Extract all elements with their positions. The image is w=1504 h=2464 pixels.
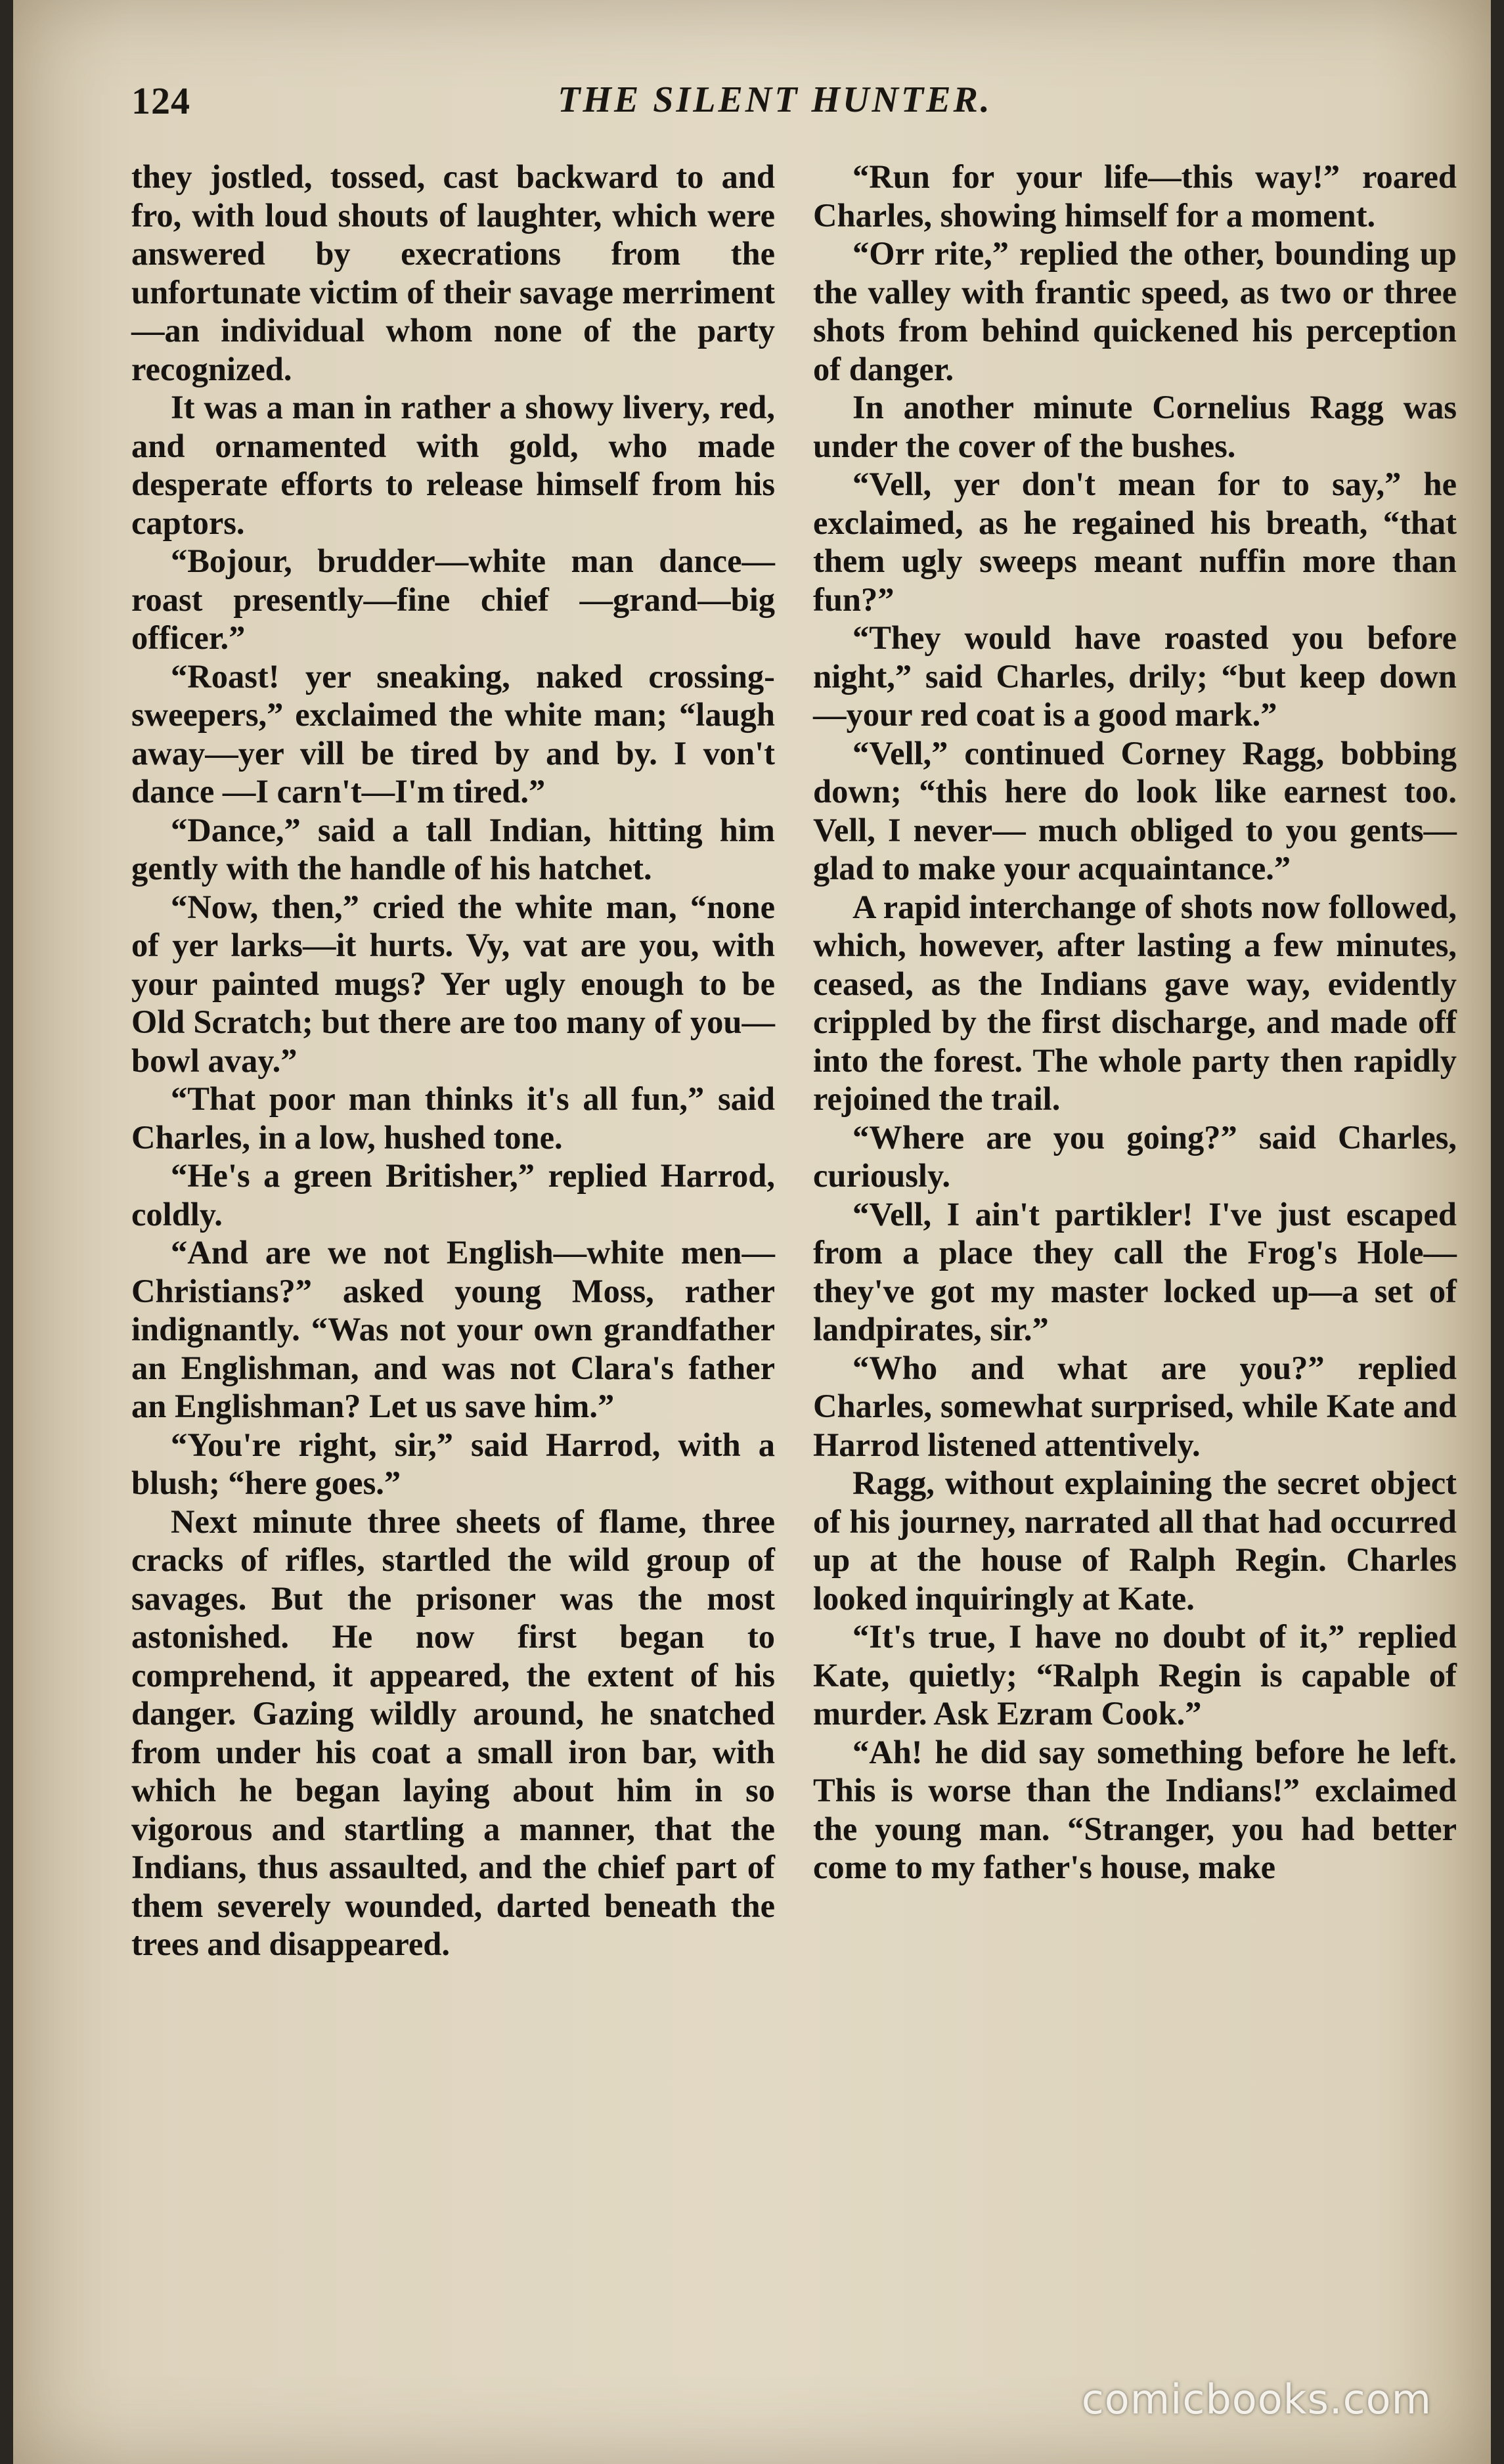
paragraph: “You're right, sir,” said Harrod, with a blush; “here goes.” <box>131 1426 775 1501</box>
paragraph: “Run for your life—this way!” roared Charles, showing himself for a moment. <box>813 158 1457 234</box>
page-number: 124 <box>131 79 190 122</box>
paragraph: they jostled, tossed, cast backward to and fro, with loud shouts of laughter, which were answered by execrations from the unfortunate victim of their savage merriment—an individual whom none of the party recognized. <box>131 158 775 387</box>
page-header <box>131 79 1419 144</box>
paragraph: “Dance,” said a tall Indian, hitting him gently with the handle of his hatchet. <box>131 811 775 887</box>
paragraph: “Who and what are you?” replied Charles, somewhat surprised, while Kate and Harrod listened attentively. <box>813 1349 1457 1463</box>
paragraph: A rapid interchange of shots now followed, which, however, after lasting a few minutes, ceased, as the Indians gave way, evidently crippled by the first discharge, and made off into the forest. The whole party then rapidly rejoined the trail. <box>813 888 1457 1117</box>
paragraph: “Now, then,” cried the white man, “none of yer larks—it hurts. Vy, vat are you, with your painted mugs? Yer ugly enough to be Old Scratch; but there are too many of you—bowl avay.” <box>131 888 775 1079</box>
paragraph: “Ah! he did say something before he left. This is worse than the Indians!” exclaimed the young man. “Stranger, you had better come to my father's house, make <box>813 1733 1457 1885</box>
paragraph: “Where are you going?” said Charles, curiously. <box>813 1118 1457 1194</box>
running-title: THE SILENT HUNTER. <box>558 79 992 120</box>
paragraph: “Bojour, brudder—white man dance—roast presently—fine chief —grand—big officer.” <box>131 542 775 656</box>
left-column <box>131 158 775 2364</box>
paragraph: “They would have roasted you before night,” said Charles, drily; “but keep down—your red coat is a good mark.” <box>813 619 1457 733</box>
paragraph: Ragg, without explaining the secret object of his journey, narrated all that had occurred up at the house of Ralph Regin. Charles looked inquiringly at Kate. <box>813 1464 1457 1617</box>
paragraph: “And are we not English—white men—Christians?” asked young Moss, rather indignantly. “Was not your own grandfather an Englishman, and was not Clara's father an Englishman? Let us save him.” <box>131 1234 775 1424</box>
site-watermark: comicbooks.com <box>1081 2375 1432 2423</box>
book-page <box>13 0 1491 2464</box>
paragraph: “Roast! yer sneaking, naked crossing-sweepers,” exclaimed the white man; “laugh away—yer vill be tired by and by. I von't dance —I carn't—I'm tired.” <box>131 657 775 810</box>
paragraph: “Orr rite,” replied the other, bounding up the valley with frantic speed, as two or three shots from behind quickened his perception of danger. <box>813 235 1457 387</box>
paragraph: “Vell,” continued Corney Ragg, bobbing down; “this here do look like earnest too. Vell, I never— much obliged to you gents—glad to make your acquaintance.” <box>813 734 1457 887</box>
paragraph: Next minute three sheets of flame, three cracks of rifles, startled the wild group of savages. But the prisoner was the most astonished. He now first began to comprehend, it appeared, the extent of his danger. Gazing wildly around, he snatched from under his coat a small iron bar, with which he began laying about him in so vigorous and startling a manner, that the Indians, thus assaulted, and the chief part of them severely wounded, darted beneath the trees and disappeared. <box>131 1503 775 1962</box>
paragraph: In another minute Cornelius Ragg was under the cover of the bushes. <box>813 389 1457 464</box>
paragraph: It was a man in rather a showy livery, red, and ornamented with gold, who made desperate efforts to release himself from his captors. <box>131 389 775 541</box>
paragraph: “It's true, I have no doubt of it,” replied Kate, quietly; “Ralph Regin is capable of murder. Ask Ezram Cook.” <box>813 1618 1457 1732</box>
right-column <box>813 158 1457 2364</box>
paragraph: “He's a green Britisher,” replied Harrod, coldly. <box>131 1157 775 1233</box>
paragraph: “Vell, yer don't mean for to say,” he exclaimed, as he regained his breath, “that them ugly sweeps meant nuffin more than fun?” <box>813 466 1457 618</box>
paragraph: “Vell, I ain't partikler! I've just escaped from a place they call the Frog's Hole—they've got my master locked up—a set of landpirates, sir.” <box>813 1195 1457 1348</box>
paragraph: “That poor man thinks it's all fun,” said Charles, in a low, hushed tone. <box>131 1080 775 1156</box>
